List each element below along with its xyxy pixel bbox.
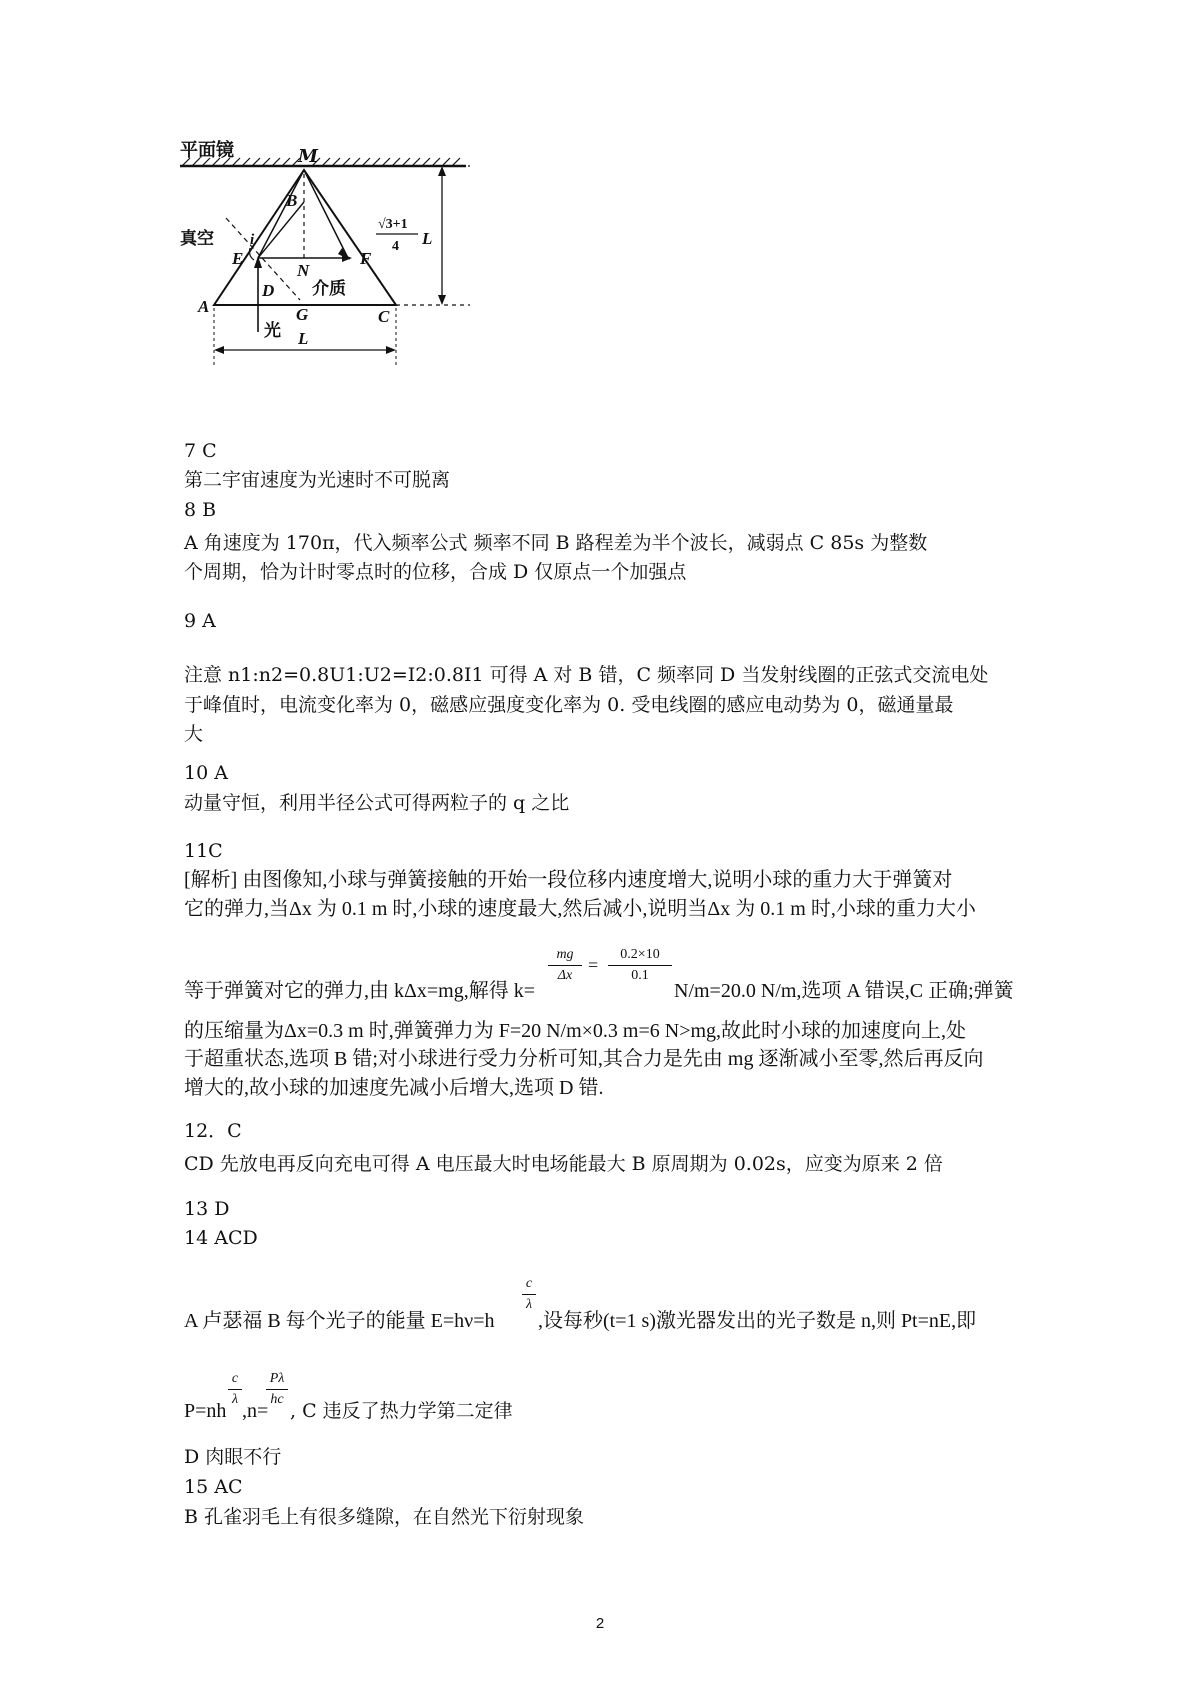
fraction-c-lambda-2 [228, 1370, 242, 1409]
fraction-numerator: c [231, 1371, 239, 1386]
height-arrow-head-top [438, 166, 446, 176]
explanation-14-line3: D 肉眼不行 [184, 1446, 282, 1468]
explanation-11-line6: 增大的,故小球的加速度先减小后增大,选项 D 错. [184, 1077, 604, 1099]
mirror-label: 平面镜 [180, 140, 234, 161]
equals-sign: = [588, 955, 599, 975]
fraction-denominator: λ [231, 1392, 239, 1407]
answer-14: 14 ACD [184, 1227, 258, 1249]
explanation-9-line2: 于峰值时，电流变化率为 0，磁感应强度变化率为 0. 受电线圈的感应电动势为 0，磁通量最 [184, 694, 954, 716]
answer-9: 9 A [184, 610, 216, 632]
label-B: B [286, 191, 298, 210]
explanation-11-line4: 的压缩量为Δx=0.3 m 时,弹簧弹力为 F=20 N/m×0.3 m=6 N>mg,故此时小球的加速度向上,处 [184, 1020, 967, 1042]
dim-arrow-right [386, 346, 396, 354]
label-L-bottom: L [298, 329, 309, 348]
explanation-8-line2: 个周期，恰为计时零点时的位移，合成 D 仅原点一个加强点 [184, 561, 687, 583]
label-M: M [298, 146, 318, 167]
height-numerator: √3+1 [378, 217, 408, 232]
height-denominator: 4 [392, 239, 399, 254]
label-A: A [198, 297, 210, 316]
fraction-denominator: hc [270, 1392, 284, 1407]
fraction-bar [228, 1389, 242, 1390]
explanation-11-line5: 于超重状态,选项 B 错;对小球进行受力分析可知,其合力是先由 mg 逐渐减小至零,然后再反向 [184, 1048, 984, 1070]
dim-arrow-left [214, 346, 224, 354]
fraction-mg-dx [548, 946, 582, 985]
explanation-12: CD 先放电再反向充电可得 A 电压最大时电场能最大 B 原周期为 0.02s，应变为原来 2 倍 [184, 1153, 943, 1175]
explanation-15: B 孔雀羽毛上有很多缝隙，在自然光下衍射现象 [184, 1506, 585, 1528]
fraction-denominator: 0.1 [631, 968, 649, 983]
explanation-9-line1: 注意 n1:n2=0.8U1:U2=I2:0.8I1 可得 A 对 B 错，C 频率同 D 当发射线圈的正弦式交流电处 [184, 664, 989, 686]
explanation-7: 第二宇宙速度为光速时不可脱离 [184, 469, 451, 491]
fraction-bar [548, 965, 582, 966]
answer-13: 13 D [184, 1198, 230, 1220]
label-C: C [378, 307, 390, 326]
fraction-bar [522, 1294, 536, 1295]
label-L-height: L [422, 229, 433, 248]
explanation-8-line1: A 角速度为 170π，代入频率公式 频率不同 B 路程差为半个波长，减弱点 C 85s 为整数 [184, 532, 928, 554]
explanation-11-line1: [解析] 由图像知,小球与弹簧接触的开始一段位移内速度增大,说明小球的重力大于弹簧对 [184, 869, 953, 891]
medium-label: 介质 [312, 279, 346, 299]
explanation-14-line2-a: P=nh [184, 1400, 227, 1422]
triangle [214, 170, 396, 305]
fraction-denominator: Δx [557, 968, 573, 983]
explanation-11-line3-right: N/m=20.0 N/m,选项 A 错误,C 正确;弹簧 [674, 980, 1014, 1002]
explanation-9-line3: 大 [184, 723, 204, 745]
fraction-c-lambda [522, 1275, 536, 1314]
explanation-14-line2-b: ,n= [242, 1400, 269, 1422]
vacuum-label: 真空 [180, 229, 214, 249]
fraction-bar [608, 965, 672, 966]
label-F: F [360, 249, 372, 268]
height-arrow-head-bottom [438, 295, 446, 305]
answer-8: 8 B [184, 499, 217, 521]
fraction-denominator: λ [525, 1297, 533, 1312]
label-D: D [262, 281, 275, 300]
answer-11: 11C [184, 840, 223, 862]
ray-ME [258, 170, 304, 258]
light-label: 光 [264, 321, 281, 341]
answer-7: 7 C [184, 440, 217, 462]
label-i: i [250, 232, 255, 248]
explanation-11-line2: 它的弹力,当Δx 为 0.1 m 时,小球的速度最大,然后减小,说明当Δx 为 0.1 m 时,小球的重力大小 [184, 898, 976, 920]
label-G: G [296, 305, 309, 324]
label-E: E [232, 249, 244, 268]
answer-15: 15 AC [184, 1476, 243, 1498]
answer-12: 12．C [184, 1120, 242, 1142]
label-N: N [297, 261, 310, 280]
fraction-numerator: Pλ [269, 1371, 285, 1386]
fraction-value [608, 946, 672, 985]
optics-diagram [178, 140, 558, 402]
page-number: 2 [595, 1615, 605, 1632]
explanation-10: 动量守恒，利用半径公式可得两粒子的 q 之比 [184, 792, 570, 814]
fraction-plambda-hc [266, 1370, 288, 1409]
explanation-14-line1-right: ,设每秒(t=1 s)激光器发出的光子数是 n,则 Pt=nE,即 [538, 1310, 977, 1332]
fraction-numerator: 0.2×10 [620, 947, 660, 962]
fraction-numerator: mg [556, 947, 574, 962]
fraction-numerator: c [525, 1276, 533, 1291]
explanation-11-line3-left: 等于弹簧对它的弹力,由 kΔx=mg,解得 k= [184, 980, 535, 1002]
explanation-14-line2-c: , C 违反了热力学第二定律 [290, 1400, 513, 1422]
explanation-14-line1-left: A 卢瑟福 B 每个光子的能量 E=hν=h [184, 1310, 495, 1332]
answer-10: 10 A [184, 762, 228, 784]
ray-MF [304, 170, 348, 258]
fraction-bar [266, 1389, 288, 1390]
